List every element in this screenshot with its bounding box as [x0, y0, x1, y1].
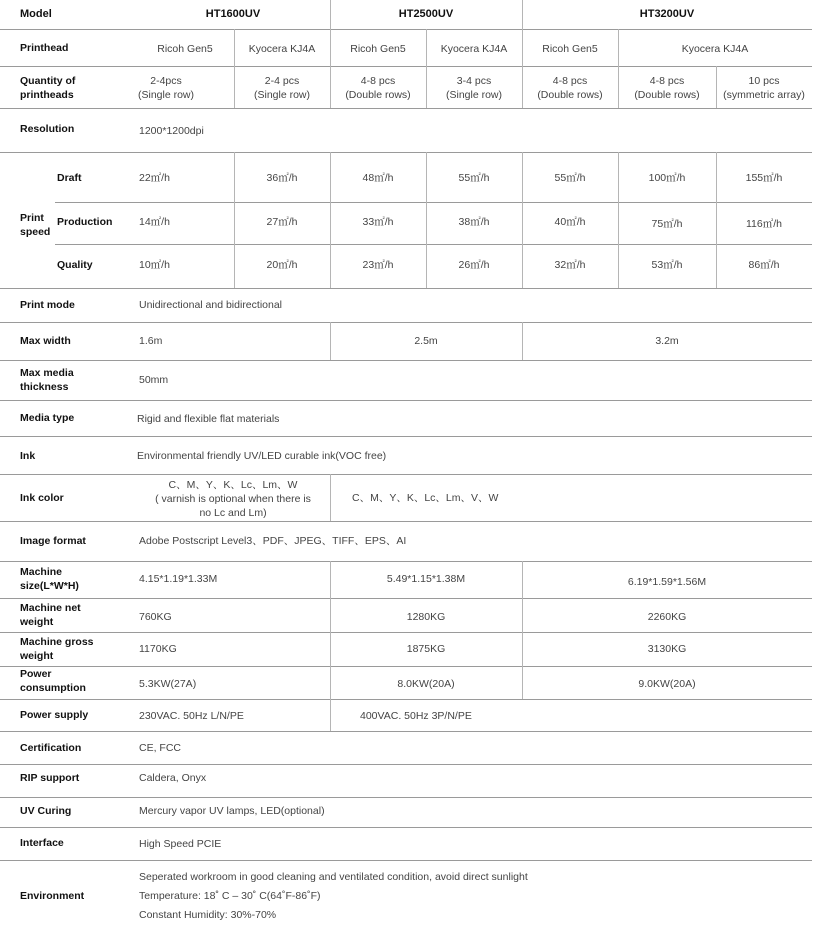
max-width-cell: 2.5m	[414, 335, 438, 347]
print-speed-label: Print	[20, 212, 44, 224]
max-width-cell: 3.2m	[655, 335, 679, 347]
speed-mode-label: Quality	[57, 259, 93, 271]
machine-size-cell: 6.19*1.59*1.56M	[627, 576, 707, 588]
environment-line: Seperated workroom in good cleaning and ventilated condition, avoid direct sunlight	[139, 871, 528, 883]
print-mode-value: Unidirectional and bidirectional	[139, 299, 283, 311]
quantity-cell: (Single row)	[445, 89, 503, 101]
gross-weight-cell: 3130KG	[647, 643, 687, 655]
resolution-value: 1200*1200dpi	[139, 125, 204, 137]
net-weight-cell: 2260KG	[647, 611, 687, 623]
printhead-cell: Ricoh Gen5	[542, 43, 598, 55]
print-mode-label: Print mode	[20, 299, 75, 311]
gross-weight-label: Machine gross	[20, 636, 94, 648]
power-supply-label: Power supply	[20, 709, 89, 721]
max-media-label: Max media	[20, 367, 74, 379]
speed-cell: 155㎡/h	[745, 172, 783, 184]
speed-cell: 48㎡/h	[362, 172, 394, 184]
power-supply-cell: 400VAC. 50Hz 3P/N/PE	[360, 710, 472, 722]
machine-size-cell: 4.15*1.19*1.33M	[139, 573, 218, 585]
speed-cell: 20㎡/h	[266, 259, 298, 271]
power-consumption-cell: 8.0KW(20A)	[397, 678, 455, 690]
net-weight-cell: 760KG	[139, 611, 172, 623]
environment-line: Constant Humidity: 30%-70%	[139, 909, 277, 921]
net-weight-label: weight	[20, 616, 54, 628]
speed-cell: 40㎡/h	[554, 216, 586, 228]
power-consumption-label: Power	[20, 668, 52, 680]
quantity-label: Quantity of	[20, 75, 76, 87]
power-consumption-cell: 9.0KW(20A)	[638, 678, 696, 690]
resolution-label: Resolution	[20, 123, 75, 135]
speed-cell: 38㎡/h	[458, 216, 490, 228]
power-supply-cell: 230VAC. 50Hz L/N/PE	[139, 710, 244, 722]
speed-cell: 26㎡/h	[458, 259, 490, 271]
quantity-cell: (Double rows)	[634, 89, 700, 101]
certification-label: Certification	[20, 742, 82, 754]
environment-line: Temperature: 18˚ C – 30˚ C(64˚F-86˚F)	[139, 890, 321, 902]
ink-label: Ink	[20, 450, 36, 462]
speed-cell: 22㎡/h	[139, 172, 170, 184]
speed-cell: 33㎡/h	[362, 216, 394, 228]
model-ht2500uv: HT2500UV	[398, 8, 454, 20]
environment-label: Environment	[20, 890, 85, 902]
speed-cell: 53㎡/h	[651, 259, 683, 271]
quantity-cell: 4-8 pcs	[360, 75, 396, 87]
ink-color-value: C、M、Y、K、Lc、Lm、W	[168, 479, 298, 491]
speed-cell: 100㎡/h	[648, 172, 686, 184]
ink-color-value: ( varnish is optional when there is	[155, 493, 311, 505]
rip-support-label: RIP support	[20, 772, 80, 784]
quantity-cell: (Single row)	[137, 89, 195, 101]
printhead-cell: Kyocera KJ4A	[248, 43, 316, 55]
quantity-cell: 3-4 pcs	[456, 75, 492, 87]
quantity-cell: (Double rows)	[345, 89, 411, 101]
ink-color-value: no Lc and Lm)	[199, 507, 267, 519]
net-weight-label: Machine net	[20, 602, 81, 614]
quantity-cell: 2-4pcs	[150, 75, 182, 87]
max-media-label: thickness	[20, 381, 69, 393]
media-type-value: Rigid and flexible flat materials	[137, 413, 280, 425]
speed-cell: 116㎡/h	[746, 218, 782, 230]
power-consumption-cell: 5.3KW(27A)	[139, 678, 197, 690]
gross-weight-cell: 1170KG	[139, 643, 177, 655]
ink-value: Environmental friendly UV/LED curable ink(VOC free)	[137, 450, 387, 462]
gross-weight-cell: 1875KG	[406, 643, 446, 655]
quantity-cell: 4-8 pcs	[552, 75, 588, 87]
print-speed-label: speed	[20, 226, 51, 238]
model-ht3200uv: HT3200UV	[639, 8, 695, 20]
quantity-cell: (Single row)	[253, 89, 311, 101]
image-format-label: Image format	[20, 535, 86, 547]
quantity-cell: 4-8 pcs	[649, 75, 685, 87]
speed-cell: 55㎡/h	[554, 172, 586, 184]
max-media-value: 50mm	[139, 374, 169, 386]
printhead-cell: Ricoh Gen5	[157, 43, 213, 55]
quantity-cell: (Double rows)	[537, 89, 603, 101]
printhead-label: Printhead	[20, 42, 69, 54]
uv-curing-label: UV Curing	[20, 805, 72, 817]
gross-weight-label: weight	[20, 650, 54, 662]
certification-value: CE, FCC	[139, 742, 181, 754]
printhead-cell: Kyocera KJ4A	[440, 43, 508, 55]
speed-cell: 14㎡/h	[139, 216, 170, 228]
uv-curing-value: Mercury vapor UV lamps, LED(optional)	[139, 805, 325, 817]
power-consumption-label: consumption	[20, 682, 86, 694]
speed-cell: 36㎡/h	[266, 172, 298, 184]
ink-color-label: Ink color	[20, 492, 64, 504]
speed-cell: 55㎡/h	[458, 172, 490, 184]
speed-cell: 75㎡/h	[651, 218, 683, 230]
machine-size-cell: 5.49*1.15*1.38M	[386, 573, 466, 585]
speed-cell: 86㎡/h	[748, 259, 780, 271]
printhead-cell: Kyocera KJ4A	[681, 43, 749, 55]
printhead-cell: Ricoh Gen5	[350, 43, 406, 55]
speed-cell: 32㎡/h	[554, 259, 586, 271]
machine-size-label: Machine	[20, 566, 63, 578]
interface-label: Interface	[20, 837, 64, 849]
net-weight-cell: 1280KG	[406, 611, 446, 623]
quantity-label: printheads	[20, 89, 74, 101]
model-ht1600uv: HT1600UV	[205, 8, 261, 20]
speed-cell: 10㎡/h	[139, 259, 170, 271]
machine-size-label: size(L*W*H)	[20, 580, 79, 592]
model-header-label: Model	[20, 8, 52, 20]
speed-mode-label: Production	[57, 216, 113, 228]
quantity-cell: 10 pcs	[748, 75, 780, 87]
max-width-cell: 1.6m	[139, 335, 163, 347]
speed-mode-label: Draft	[57, 172, 82, 184]
speed-cell: 27㎡/h	[266, 216, 298, 228]
interface-value: High Speed PCIE	[139, 838, 222, 850]
rip-support-value: Caldera, Onyx	[139, 772, 207, 784]
media-type-label: Media type	[20, 412, 75, 424]
ink-color-value: C、M、Y、K、Lc、Lm、V、W	[352, 492, 499, 504]
quantity-cell: 2-4 pcs	[264, 75, 300, 87]
quantity-cell: (symmetric array)	[723, 89, 805, 101]
image-format-value: Adobe Postscript Level3、PDF、JPEG、TIFF、EPS、AI	[139, 535, 407, 547]
speed-cell: 23㎡/h	[362, 259, 394, 271]
max-width-label: Max width	[20, 335, 71, 347]
